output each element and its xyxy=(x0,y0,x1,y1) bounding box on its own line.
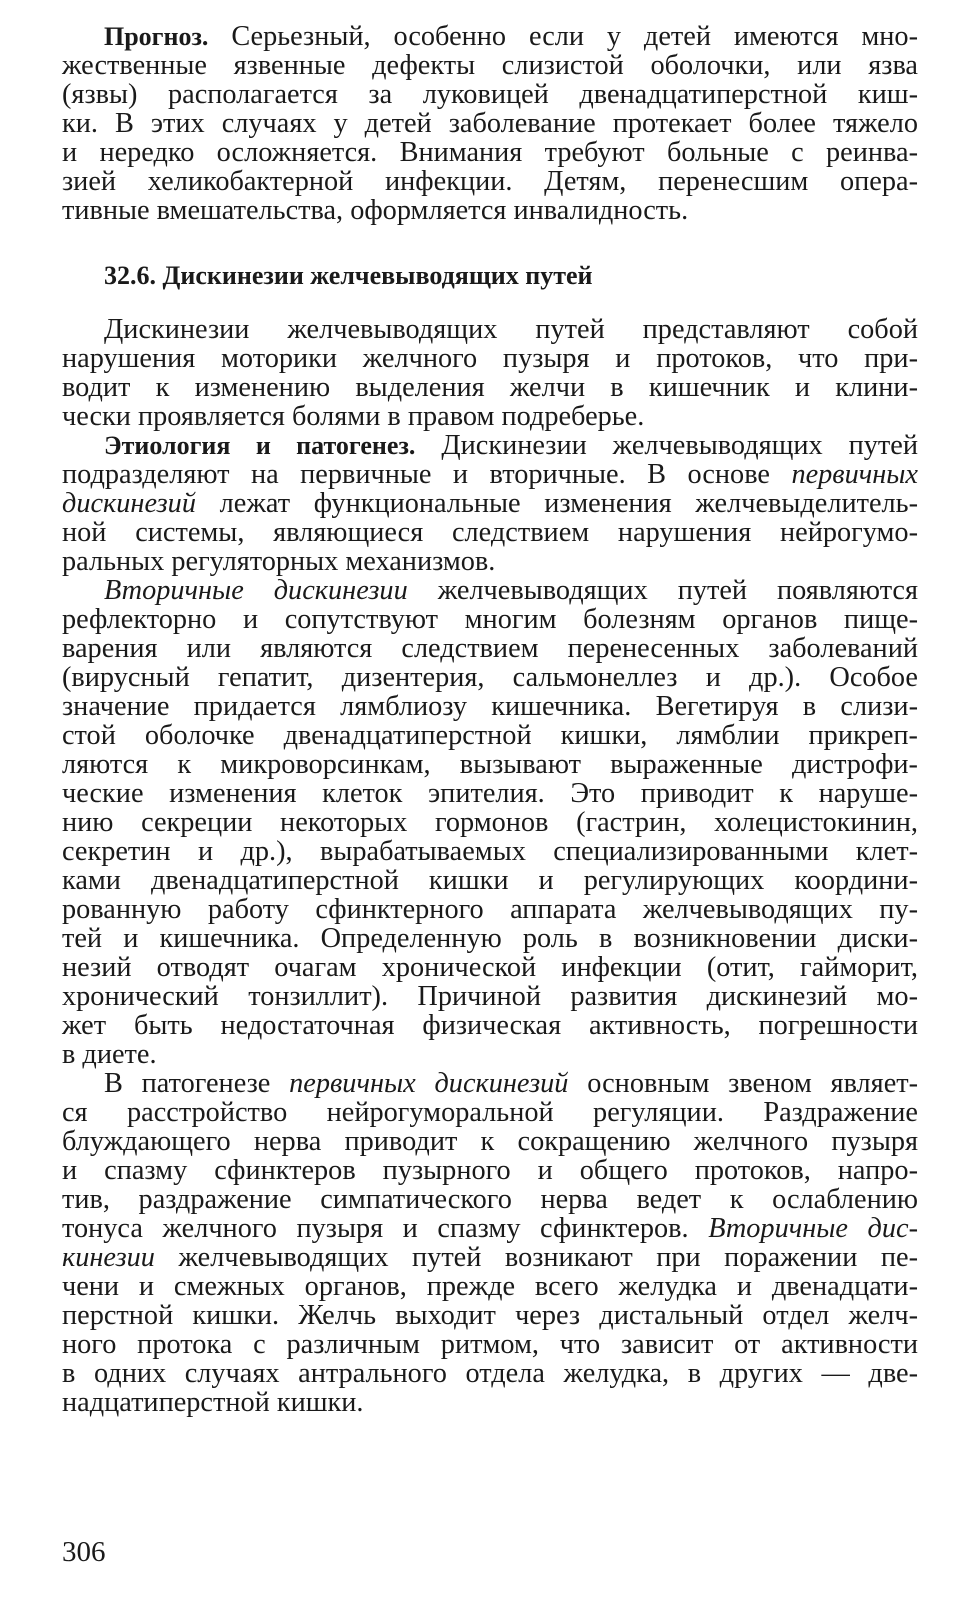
text-run: лежат функциональные изменения желчевыделитель- xyxy=(219,488,918,519)
text-run: тонуса желчного пузыря и спазму сфинктеров. xyxy=(62,1213,689,1244)
text-line: блуждающего нерва приводит к сокращению желчного пузыря xyxy=(62,1126,918,1157)
text-line: стой оболочке двенадцатиперстной кишки, лямблии прикреп- xyxy=(62,720,918,751)
text-run: основным звеном являет- xyxy=(587,1068,919,1099)
text-line: Дискинезии желчевыводящих путей представляют собой xyxy=(104,314,918,345)
text-line: перстной кишки. Желчь выходит через дистальный отдел желч- xyxy=(62,1300,918,1331)
text-line: ки. В этих случаях у детей заболевание протекает более тяжело xyxy=(62,108,918,139)
italic-term: дискинезий xyxy=(62,488,196,519)
text-line: (вирусный гепатит, дизентерия, сальмонеллез и др.). Особое xyxy=(62,662,918,693)
text-line: и спазму сфинктеров пузырного и общего протоков, напро- xyxy=(62,1155,918,1186)
text-line: ного протока с различным ритмом, что зависит от активности xyxy=(62,1329,918,1360)
text-line: варения или являются следствием перенесенных заболеваний xyxy=(62,633,918,664)
text-line: чени и смежных органов, прежде всего желудка и двенадцати- xyxy=(62,1271,918,1302)
text-line: значение придается лямблиозу кишечника. Вегетируя в слизи- xyxy=(62,691,918,722)
text-line: чески проявляется болями в правом подреберье. xyxy=(62,401,645,432)
text-line xyxy=(62,460,918,489)
text-run: Серьезный, особенно если у детей имеются мно- xyxy=(231,21,919,52)
etiology-label: Этиология и патогенез. xyxy=(104,431,416,460)
text-line xyxy=(62,431,918,460)
text-line: жет быть недостаточная физическая активность, погрешности xyxy=(62,1010,918,1041)
text-line: в одних случаях антрального отдела желудка, в других — две- xyxy=(62,1358,918,1389)
text-line: ляются к микроворсинкам, вызывают выраженные дистрофи- xyxy=(62,749,918,780)
prognosis-label: Прогноз. xyxy=(104,22,209,51)
text-line: секретин и др.), вырабатываемых специализированными клет- xyxy=(62,836,918,867)
text-line: ся расстройство нейрогуморальной регуляции. Раздражение xyxy=(62,1097,918,1128)
text-line: тей и кишечника. Определенную роль в возникновении диски- xyxy=(62,923,918,954)
text-line: хронический тонзиллит). Причиной развития дискинезий мо- xyxy=(62,981,918,1012)
text-line xyxy=(62,22,918,51)
pathogenesis-paragraph xyxy=(62,1069,918,1417)
text-line: (язвы) располагается за луковицей двенадцатиперстной киш- xyxy=(62,79,918,110)
text-line: ческие изменения клеток эпителия. Это приводит к наруше- xyxy=(62,778,918,809)
text-run: В патогенезе xyxy=(104,1068,271,1099)
prognosis-paragraph xyxy=(62,22,918,225)
text-line xyxy=(62,489,918,518)
italic-term: первичных xyxy=(791,459,918,490)
page-number: 306 xyxy=(62,1536,106,1568)
text-line: тив, раздражение симпатического нерва ведет к ослаблению xyxy=(62,1184,918,1215)
text-line: нию секреции некоторых гормонов (гастрин, холецистокинин, xyxy=(62,807,918,838)
text-run: Дискинезии желчевыводящих путей xyxy=(441,430,918,461)
text-line: в диете. xyxy=(62,1039,157,1070)
text-line: надцатиперстной кишки. xyxy=(62,1387,364,1418)
text-line xyxy=(62,1214,918,1243)
text-line: рованную работу сфинктерного аппарата желчевыводящих пу- xyxy=(62,894,918,925)
text-line: ральных регуляторных механизмов. xyxy=(62,546,496,577)
text-run: желчевыводящих путей появляются xyxy=(437,575,918,606)
section-heading: 32.6. Дискинезии желчевыводящих путей xyxy=(104,261,593,290)
text-line: тивные вмешательства, оформляется инвалидность. xyxy=(62,195,689,226)
text-line: рефлекторно и сопутствуют многим болезням органов пище- xyxy=(62,604,918,635)
page-content xyxy=(62,22,918,1417)
italic-term: первичных дискинезий xyxy=(289,1068,569,1099)
text-line: ками двенадцатиперстной кишки и регулирующих координи- xyxy=(62,865,918,896)
text-line: незий отводят очагам хронической инфекции (отит, гайморит, xyxy=(62,952,918,983)
text-line: жественные язвенные дефекты слизистой оболочки, или язва xyxy=(62,50,918,81)
secondary-paragraph xyxy=(62,576,918,1069)
italic-term: кинезии xyxy=(62,1242,155,1273)
text-line: нарушения моторики желчного пузыря и протоков, что при- xyxy=(62,343,918,374)
text-line xyxy=(62,576,918,605)
text-line xyxy=(62,1243,918,1272)
text-run: желчевыводящих путей возникают при поражении пе- xyxy=(178,1242,918,1273)
text-line: и нередко осложняется. Внимания требуют больные с реинва- xyxy=(62,137,918,168)
text-line: ной системы, являющиеся следствием нарушения нейрогумо- xyxy=(62,517,918,548)
text-line: водит к изменению выделения желчи в кишечник и клини- xyxy=(62,372,918,403)
text-line xyxy=(62,1069,918,1098)
text-run: подразделяют на первичные и вторичные. В основе xyxy=(62,459,770,490)
italic-term: Вторичные дискинезии xyxy=(104,575,408,606)
intro-paragraph xyxy=(62,315,918,431)
italic-term: Вторичные дис- xyxy=(708,1213,918,1244)
etiology-paragraph xyxy=(62,431,918,576)
text-line: зией хеликобактерной инфекции. Детям, перенесшим опера- xyxy=(62,166,918,197)
